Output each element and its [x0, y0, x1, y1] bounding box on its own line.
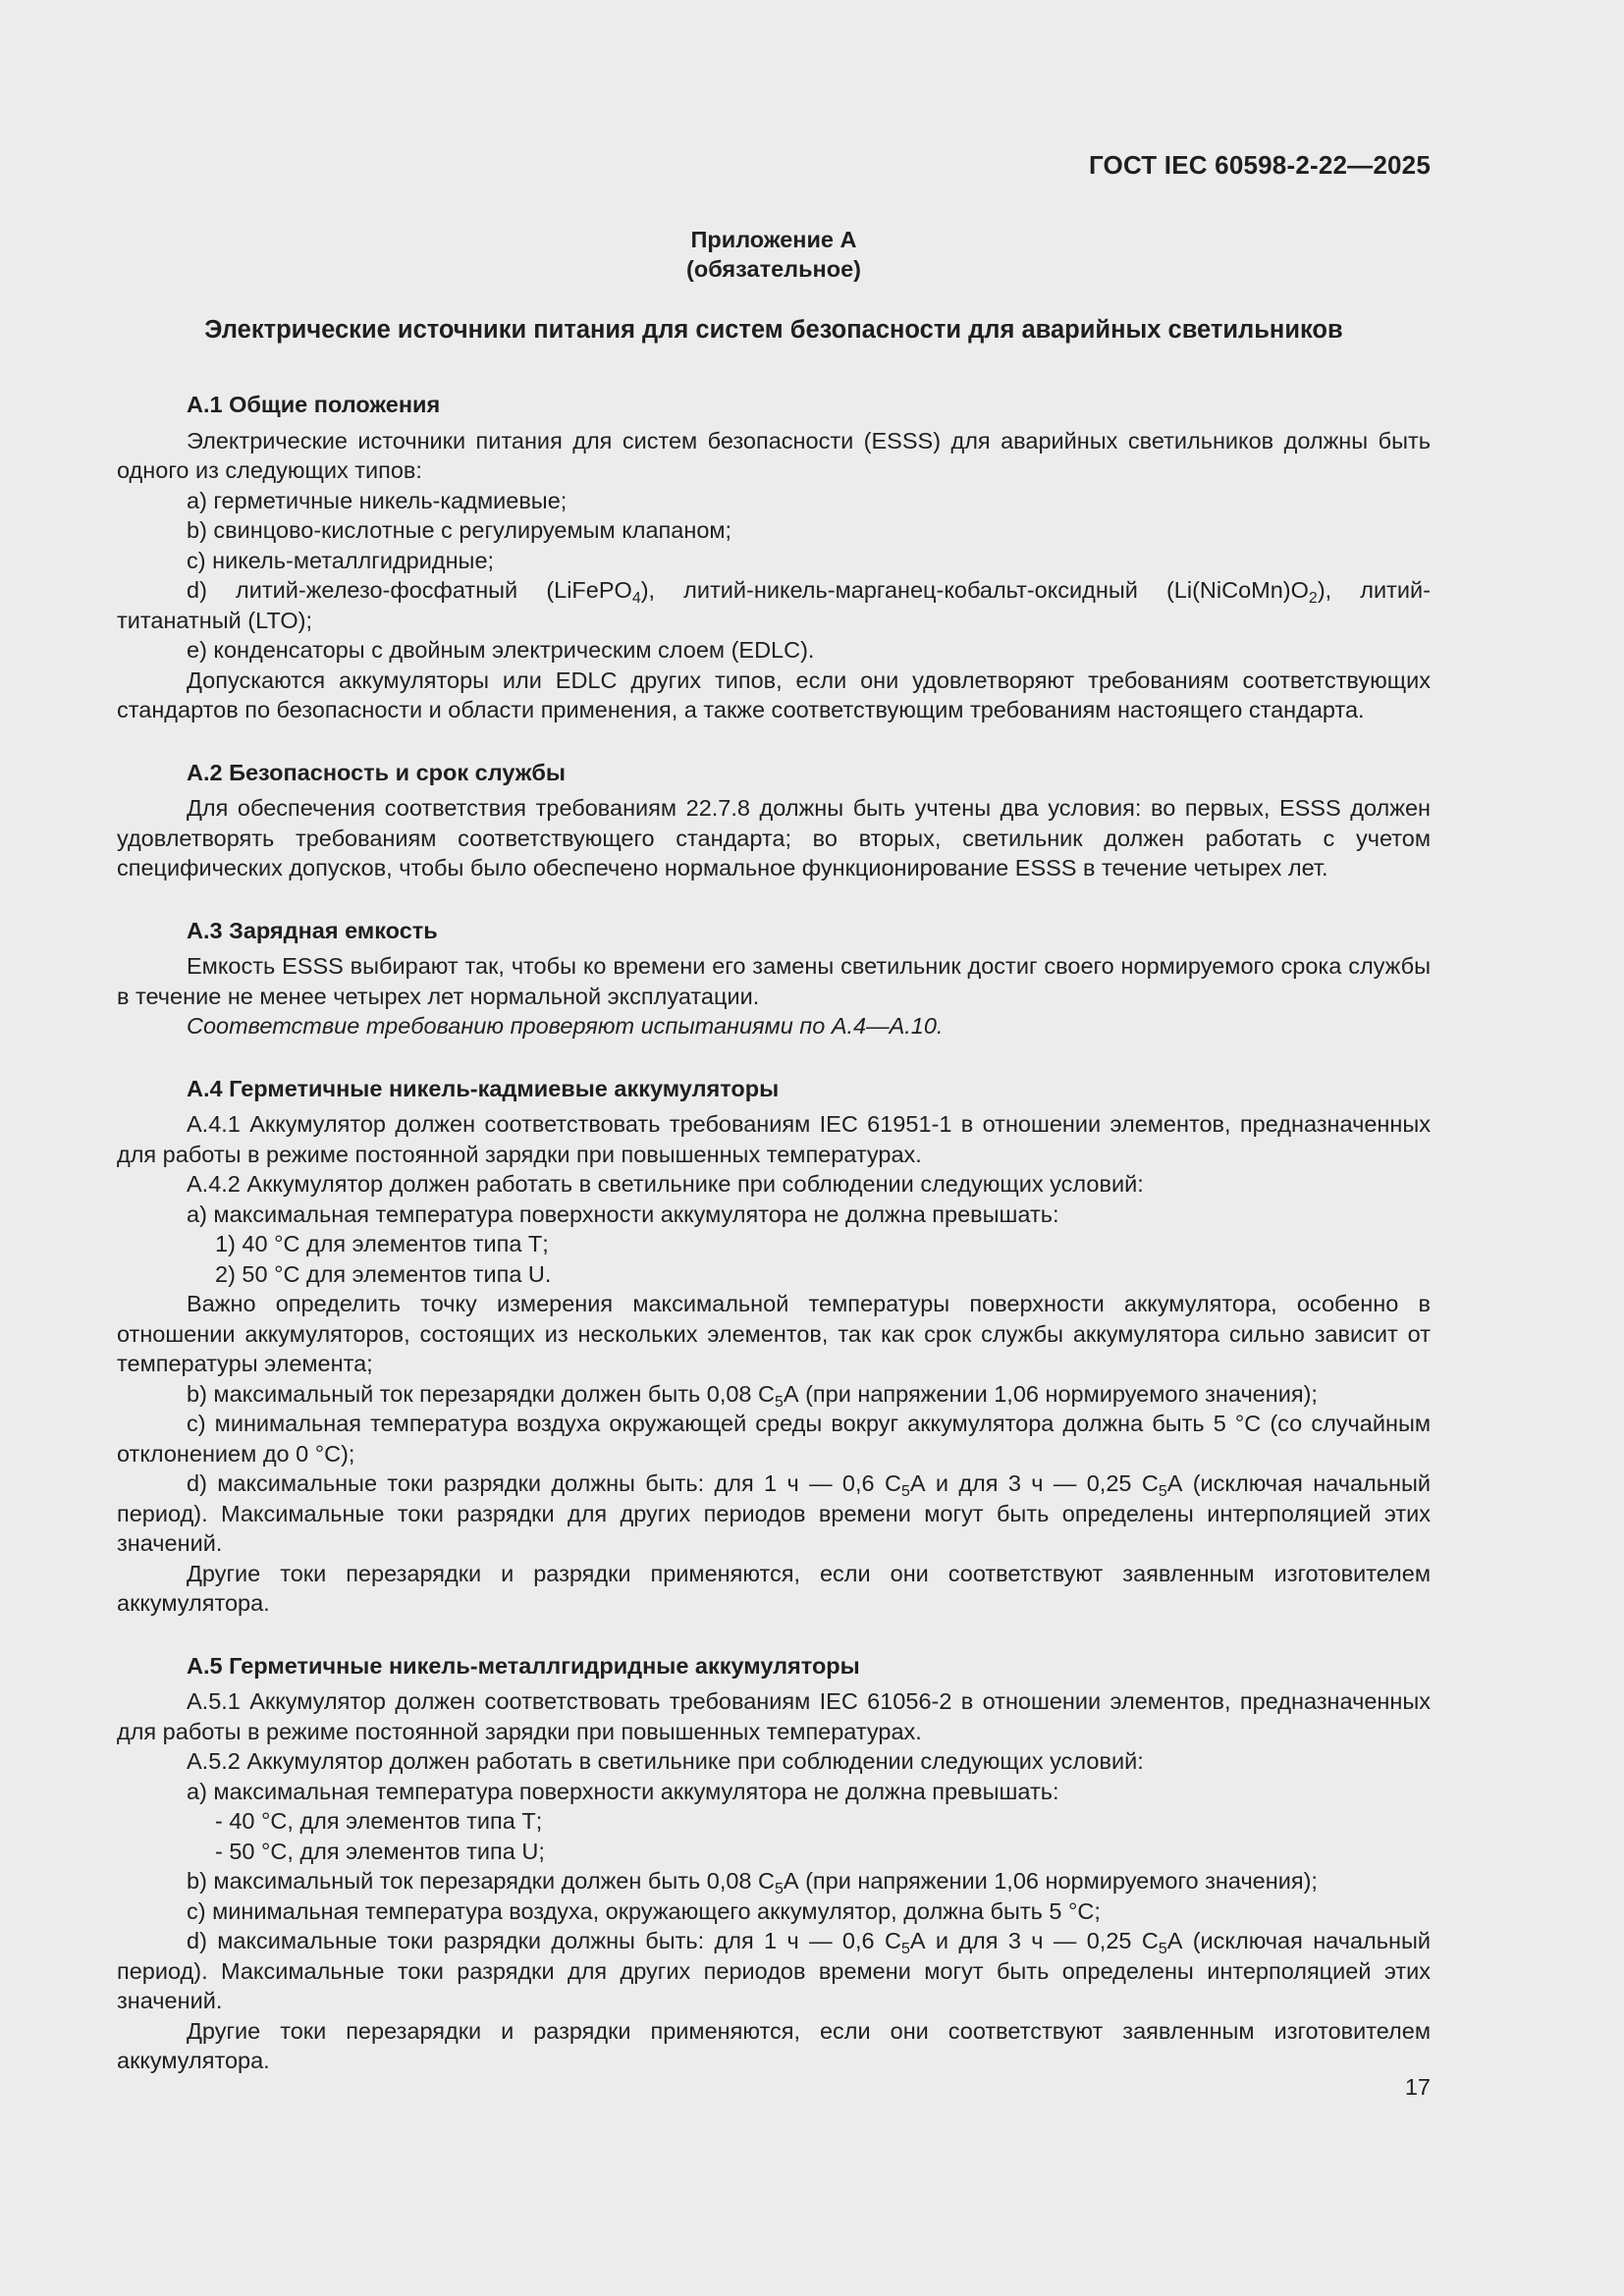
list-item: a) максимальная температура поверхности аккумулятора не должна превышать:	[187, 1778, 1059, 1804]
paragraph: А.4.2 Аккумулятор должен работать в светильнике при соблюдении следующих условий:	[187, 1171, 1144, 1197]
subscript: 5	[775, 1881, 784, 1898]
section-a4	[117, 1074, 1431, 1619]
paragraph: Другие токи перезарядки и разрядки применяются, если они соответствуют заявленным изготовителем аккумулятора.	[117, 1560, 1431, 1616]
paragraph: Допускаются аккумуляторы или EDLC других типов, если они удовлетворяют требованиям соответствующих стандартов по безопасности и области применения, а также соответствующим требованиям настоящего стандарта.	[117, 667, 1431, 722]
subscript: 4	[631, 590, 641, 608]
subscript: 5	[1158, 1483, 1167, 1501]
subscript: 5	[775, 1393, 784, 1411]
section-heading: А.1 Общие положения	[187, 392, 441, 417]
annex-main-title: Электрические источники питания для систем безопасности для аварийных светильников	[204, 316, 1343, 344]
text-run: ), литий-титанатный (LTO);	[117, 577, 1431, 633]
list-item	[117, 1379, 1431, 1410]
list-item: a) максимальная температура поверхности аккумулятора не должна превышать:	[187, 1201, 1059, 1227]
subscript: 5	[1158, 1941, 1167, 1958]
paragraph: Емкость ESSS выбирают так, чтобы ко времени его замены светильник достиг своего нормируемого срока службы в течение не менее четырех лет нормальной эксплуатации.	[117, 953, 1431, 1009]
section-a3	[117, 916, 1431, 1041]
document-code: ГОСТ IEC 60598-2-22—2025	[1088, 150, 1431, 180]
section-heading: А.2 Безопасность и срок службы	[187, 759, 566, 785]
section-a2	[117, 758, 1431, 883]
annex-label: Приложение А	[690, 227, 857, 252]
list-item: e) конденсаторы с двойным электрическим слоем (EDLC).	[187, 637, 815, 663]
list-item: c) никель-металлгидридные;	[187, 547, 495, 573]
text-run: А (исключая начальный период). Максимальные токи разрядки для других периодов времени могут быть определены интерполяцией этих значений.	[117, 1470, 1431, 1556]
list-item	[117, 1866, 1431, 1896]
subscript: 2	[1308, 590, 1318, 608]
text-run: d) литий-железо-фосфатный (LiFePO	[187, 577, 632, 603]
section-heading: А.3 Зарядная емкость	[187, 917, 438, 943]
section-a5	[117, 1651, 1431, 2076]
list-item: c) минимальная температура воздуха, окружающего аккумулятор, должна быть 5 °С;	[187, 1897, 1101, 1924]
annex-status: (обязательное)	[686, 256, 861, 282]
annex-title	[117, 225, 1431, 284]
paragraph: А.5.1 Аккумулятор должен соответствовать требованиям IEC 61056-2 в отношении элементов, предназначенных для работы в режиме постоянной зарядки при повышенных температурах.	[117, 1688, 1431, 1744]
subscript: 5	[900, 1483, 910, 1501]
list-item	[117, 1926, 1431, 2016]
list-subitem: 2) 50 °С для элементов типа U.	[215, 1260, 552, 1287]
text-run: b) максимальный ток перезарядки должен быть 0,08 С	[187, 1380, 775, 1407]
list-item: c) минимальная температура воздуха окружающей среды вокруг аккумулятора должна быть 5 °С (со случайным отклонением до 0 °С);	[117, 1411, 1431, 1467]
text-run: А и для 3 ч — 0,25 С	[909, 1470, 1159, 1496]
text-run: А и для 3 ч — 0,25 С	[909, 1928, 1159, 1953]
text-run: А (при напряжении 1,06 нормируемого значения);	[783, 1868, 1318, 1894]
page-body	[117, 225, 1431, 2076]
compliance-note: Соответствие требованию проверяют испытаниями по А.4—А.10.	[187, 1013, 944, 1039]
list-item	[117, 575, 1431, 635]
subscript: 5	[900, 1941, 910, 1958]
list-item	[117, 1468, 1431, 1559]
paragraph: Важно определить точку измерения максимальной температуры поверхности аккумулятора, особенно в отношении аккумуляторов, состоящих из нескольких элементов, так как срок службы аккумулятора сильно зависит от температуры элемента;	[117, 1291, 1431, 1376]
section-heading: А.5 Герметичные никель-металлгидридные аккумуляторы	[187, 1652, 860, 1679]
paragraph: Для обеспечения соответствия требованиям 22.7.8 должны быть учтены два условия: во первых, ESSS должен удовлетворять требованиям соответствующего стандарта; во вторых, светильник должен работать с учетом специфических допусков, чтобы было обеспечено нормальное функционирование ESSS в течение четырех лет.	[117, 795, 1431, 881]
text-run: d) максимальные токи разрядки должны быть: для 1 ч — 0,6 С	[187, 1928, 901, 1953]
list-subitem: 1) 40 °С для элементов типа Т;	[215, 1231, 549, 1256]
section-a1	[117, 390, 1431, 725]
paragraph: А.4.1 Аккумулятор должен соответствовать требованиям IEC 61951-1 в отношении элементов, предназначенных для работы в режиме постоянной зарядки при повышенных температурах.	[117, 1111, 1431, 1167]
paragraph: Электрические источники питания для систем безопасности (ESSS) для аварийных светильников должны быть одного из следующих типов:	[117, 427, 1431, 483]
list-subitem: - 40 °С, для элементов типа Т;	[215, 1808, 543, 1834]
page-number: 17	[1404, 2074, 1431, 2100]
section-heading: А.4 Герметичные никель-кадмиевые аккумуляторы	[187, 1075, 780, 1101]
list-item: b) свинцово-кислотные с регулируемым клапаном;	[187, 517, 732, 543]
text-run: d) максимальные токи разрядки должны быть: для 1 ч — 0,6 С	[187, 1470, 901, 1496]
paragraph: Другие токи перезарядки и разрядки применяются, если они соответствуют заявленным изготовителем аккумулятора.	[117, 2017, 1431, 2073]
list-subitem: - 50 °С, для элементов типа U;	[215, 1838, 545, 1864]
paragraph: А.5.2 Аккумулятор должен работать в светильнике при соблюдении следующих условий:	[187, 1748, 1144, 1774]
text-run: b) максимальный ток перезарядки должен быть 0,08 С	[187, 1868, 775, 1894]
text-run: ), литий-никель-марганец-кобальт-оксидный (Li(NiCoMn)O	[640, 577, 1309, 603]
text-run: А (исключая начальный период). Максимальные токи разрядки для других периодов времени могут быть определены интерполяцией этих значений.	[117, 1928, 1431, 2013]
list-item: a) герметичные никель-кадмиевые;	[187, 487, 568, 513]
text-run: А (при напряжении 1,06 нормируемого значения);	[783, 1380, 1318, 1407]
